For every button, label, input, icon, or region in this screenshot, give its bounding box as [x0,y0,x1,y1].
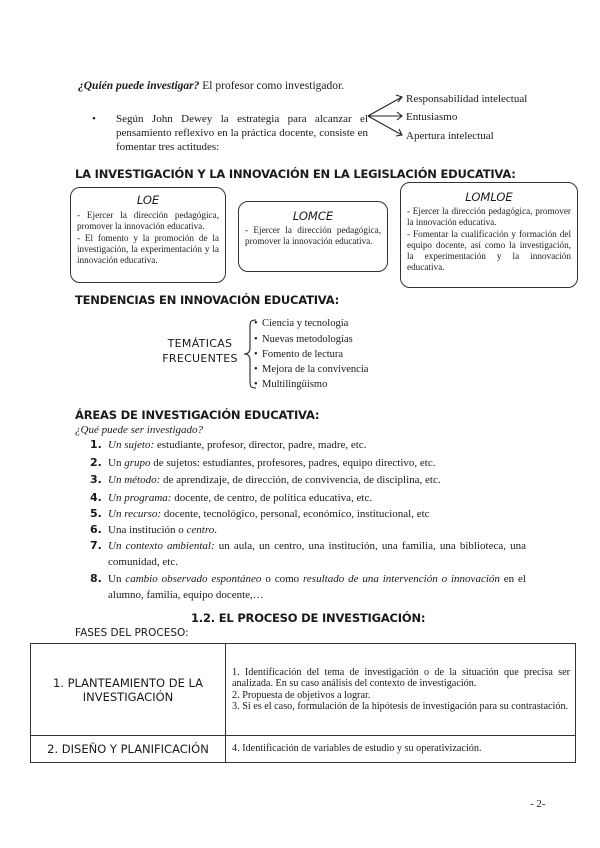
phases-label: FASES DEL PROCESO: [75,627,189,639]
detail-cell [226,736,576,763]
area-pre: Una institución o [108,524,187,536]
topic-item [254,379,328,390]
area-number: 3. [90,473,102,486]
area-rest: estudiante, profesor, director, padre, madre, etc. [154,439,367,451]
trends-label [160,336,240,366]
bullet-icon: • [254,334,258,345]
topic-item [254,349,344,360]
area-pre: Un [108,457,125,469]
area-item [90,522,526,538]
areas-question: ¿Qué puede ser investigado? [75,424,203,436]
attitude-item: Entusiasmo [406,111,458,123]
law-box-lomce [238,201,388,272]
area-term: Un programa: [108,492,172,504]
area-item [90,472,526,488]
detail-cell [226,644,576,736]
table-row [31,644,576,736]
process-table [30,643,576,763]
trends-heading: TENDENCIAS EN INNOVACIÓN EDUCATIVA: [75,293,340,307]
area-number: 5. [90,507,102,520]
area-number: 2. [90,456,102,469]
law-body [77,210,219,266]
area-item [90,490,526,506]
bullet-icon: • [254,318,258,329]
area-term: cambio observado espontáneo [125,573,262,585]
process-heading: 1.2. EL PROCESO DE INVESTIGACIÓN: [191,611,426,625]
arrow-brace-icon [366,88,406,140]
intro-question-answer: El profesor como investigador. [202,80,345,92]
area-number: 8. [90,572,102,585]
legislation-heading: LA INVESTIGACIÓN Y LA INNOVACIÓN EN LA LEGISLACIÓN EDUCATIVA: [75,167,516,181]
area-item [90,437,526,453]
dewey-text: Según John Dewey la estrategia para alcanzar el pensamiento reflexivo en la práctica docente, consiste en fomentar tres actitudes: [116,113,368,153]
law-title: LOMCE [292,209,334,223]
intro-question [78,80,344,92]
detail-line: 3. Si es el caso, formulación de la hipótesis de investigación para su contrastación. [232,700,569,712]
law-box-loe [70,187,226,283]
topic-label: Nuevas metodologías [262,334,353,345]
area-rest: de sujetos: estudiantes, profesores, padres, equipo directivo, etc. [150,457,436,469]
law-body [245,225,381,248]
topic-item [254,318,349,329]
area-item [90,506,526,522]
area-term: centro [186,524,215,536]
topic-label: Multilingüismo [262,379,328,390]
attitude-item: Responsabilidad intelectual [406,93,528,105]
dewey-paragraph [92,112,368,154]
law-title: LOMLOE [465,190,513,204]
page-number: - 2- [530,798,546,810]
bullet-icon: • [254,364,258,375]
law-item: - Ejercer la dirección pedagógica, promover la innovación educativa. [407,206,571,228]
law-item: - Ejercer la dirección pedagógica, promover la innovación educativa. [77,210,219,232]
phase-cell: 2. DISEÑO Y PLANIFICACIÓN [31,736,226,763]
topic-label: Ciencia y tecnología [262,318,349,329]
area-term: Un contexto ambiental: [108,540,215,552]
attitude-item: Apertura intelectual [406,130,494,142]
intro-question-label: ¿Quién puede investigar? [78,80,200,92]
areas-heading: ÁREAS DE INVESTIGACIÓN EDUCATIVA: [75,408,320,422]
detail-line: 4. Identificación de variables de estudio y su operativización. [232,742,482,754]
area-rest: . [214,524,217,536]
bullet-icon: • [92,113,96,125]
area-rest: docente, de centro, de política educativa, etc. [171,492,373,504]
phase-cell: 1. PLANTEAMIENTO DE LA INVESTIGACIÓN [31,644,226,736]
area-number: 1. [90,438,102,451]
law-item: - Ejercer la dirección pedagógica, promover la innovación educativa. [245,225,381,247]
law-title: LOE [136,193,160,207]
law-item: - El fomento y la promoción de la investigación, la experimentación y la innovación educativa. [77,232,219,266]
area-rest: en el alumno, familia, equipo docente,… [108,573,526,601]
area-number: 7. [90,539,102,552]
area-item [90,538,526,570]
area-number: 6. [90,523,102,536]
bullet-icon: • [254,349,258,360]
detail-line: 1. Identificación del tema de investigación o de la situación que precisa ser analizada. En su caso análisis del contexto de investigación. [232,666,570,690]
area-term: Un método: [108,474,161,486]
law-body [407,206,571,274]
area-term-2: resultado de una intervención o innovación [303,573,500,585]
law-item: - Fomentar la cualificación y formación del equipo docente, así como la investigación, la experimentación y la innovación educativa. [407,228,571,273]
area-number: 4. [90,491,102,504]
area-term: grupo [124,457,151,469]
area-term: Un recurso: [108,508,162,520]
bullet-icon: • [254,379,258,390]
area-pre: Un [108,573,126,585]
table-row [31,736,576,763]
trends-label-line: TEMÁTICAS [167,337,233,350]
detail-line: 2. Propuesta de objetivos a lograr. [232,689,371,701]
area-mid: o como [261,573,304,585]
topic-item [254,364,369,375]
topic-label: Mejora de la convivencia [262,364,369,375]
area-item [90,571,526,603]
law-box-lomloe [400,182,578,288]
area-rest: de aprendizaje, de dirección, de convivencia, de disciplina, etc. [160,474,441,486]
topic-label: Fomento de lectura [262,349,344,360]
trends-label-line: FRECUENTES [162,352,238,365]
area-rest: un aula, un centro, una institución, una familia, una biblioteca, una comunidad, etc. [108,540,526,568]
topic-item [254,334,353,345]
area-term: Un sujeto: [108,439,155,451]
area-item [90,455,526,471]
area-rest: docente, tecnológico, personal, económico, institucional, etc [161,508,430,520]
